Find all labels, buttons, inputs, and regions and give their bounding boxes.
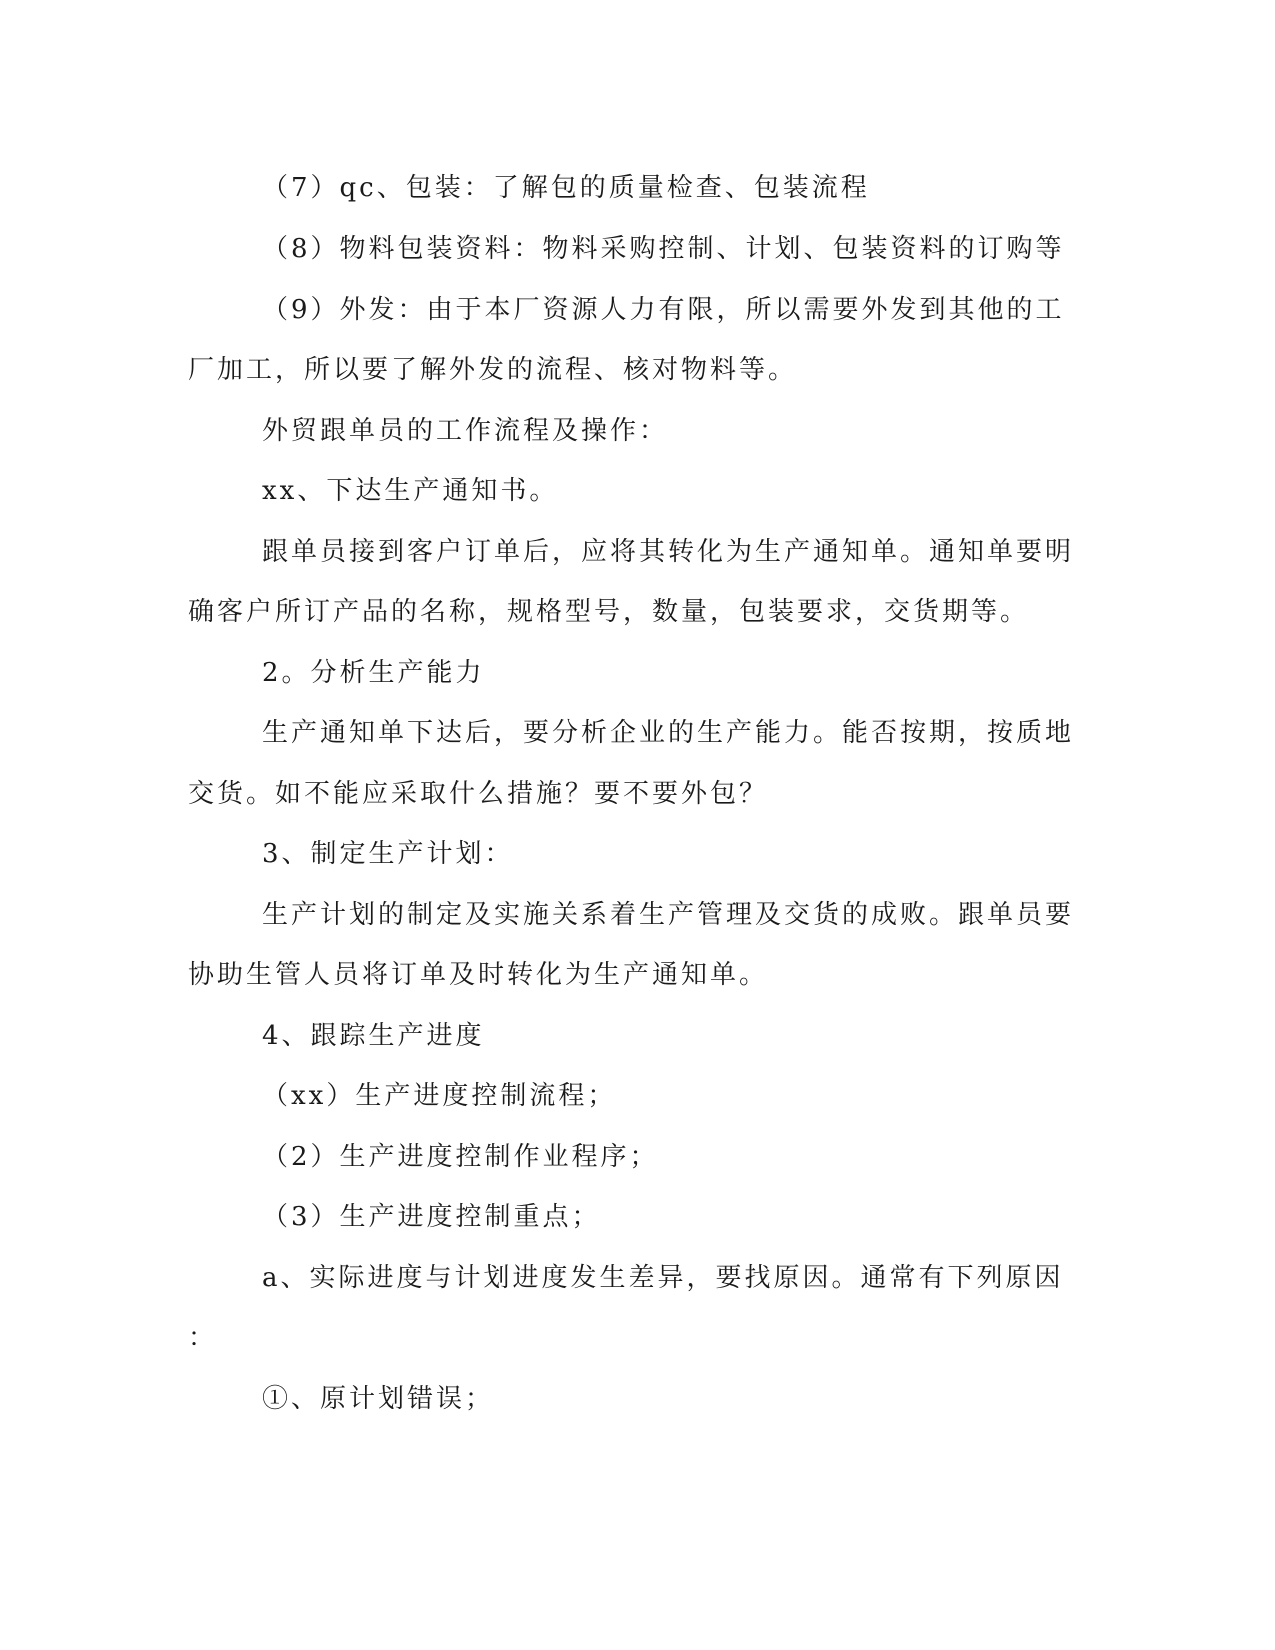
step-heading-production-notice: xx、下达生产通知书。 [262,476,559,506]
paragraph-line-outsourcing-cont: 厂加工，所以要了解外发的流程、核对物料等。 [188,355,798,385]
list-item-progress-focus: （3）生产进度控制重点； [262,1202,601,1232]
paragraph-line-deviation: a、实际进度与计划进度发生差异，要找原因。通常有下列原因 [262,1263,1064,1293]
list-item-progress-procedure: （2）生产进度控制作业程序； [262,1142,659,1172]
section-heading-workflow: 外贸跟单员的工作流程及操作： [262,416,669,446]
paragraph-line-material-packaging: （8）物料包装资料：物料采购控制、计划、包装资料的订购等 [262,234,1065,264]
paragraph-line-outsourcing: （9）外发：由于本厂资源人力有限，所以需要外发到其他的工 [262,295,1065,325]
paragraph-line-qc-packaging: （7）qc、包装：了解包的质量检查、包装流程 [262,173,870,203]
step-heading-plan: 3、制定生产计划： [262,839,514,869]
paragraph-line-capacity-1: 生产通知单下达后，要分析企业的生产能力。能否按期，按质地 [262,718,1075,748]
paragraph-line-notice-1: 跟单员接到客户订单后，应将其转化为生产通知单。通知单要明 [262,537,1075,567]
paragraph-line-plan-2: 协助生管人员将订单及时转化为生产通知单。 [188,960,769,990]
list-item-plan-error: ①、原计划错误； [262,1384,495,1414]
paragraph-line-capacity-2: 交货。如不能应采取什么措施？要不要外包？ [188,779,769,809]
step-heading-progress: 4、跟踪生产进度 [262,1021,485,1051]
paragraph-line-notice-2: 确客户所订产品的名称，规格型号，数量，包装要求，交货期等。 [188,597,1030,627]
paragraph-line-plan-1: 生产计划的制定及实施关系着生产管理及交货的成败。跟单员要 [262,900,1075,930]
list-item-progress-flow: （xx）生产进度控制流程； [262,1081,617,1111]
step-heading-capacity: 2。分析生产能力 [262,658,485,688]
paragraph-line-deviation-colon: ： [188,1323,218,1353]
